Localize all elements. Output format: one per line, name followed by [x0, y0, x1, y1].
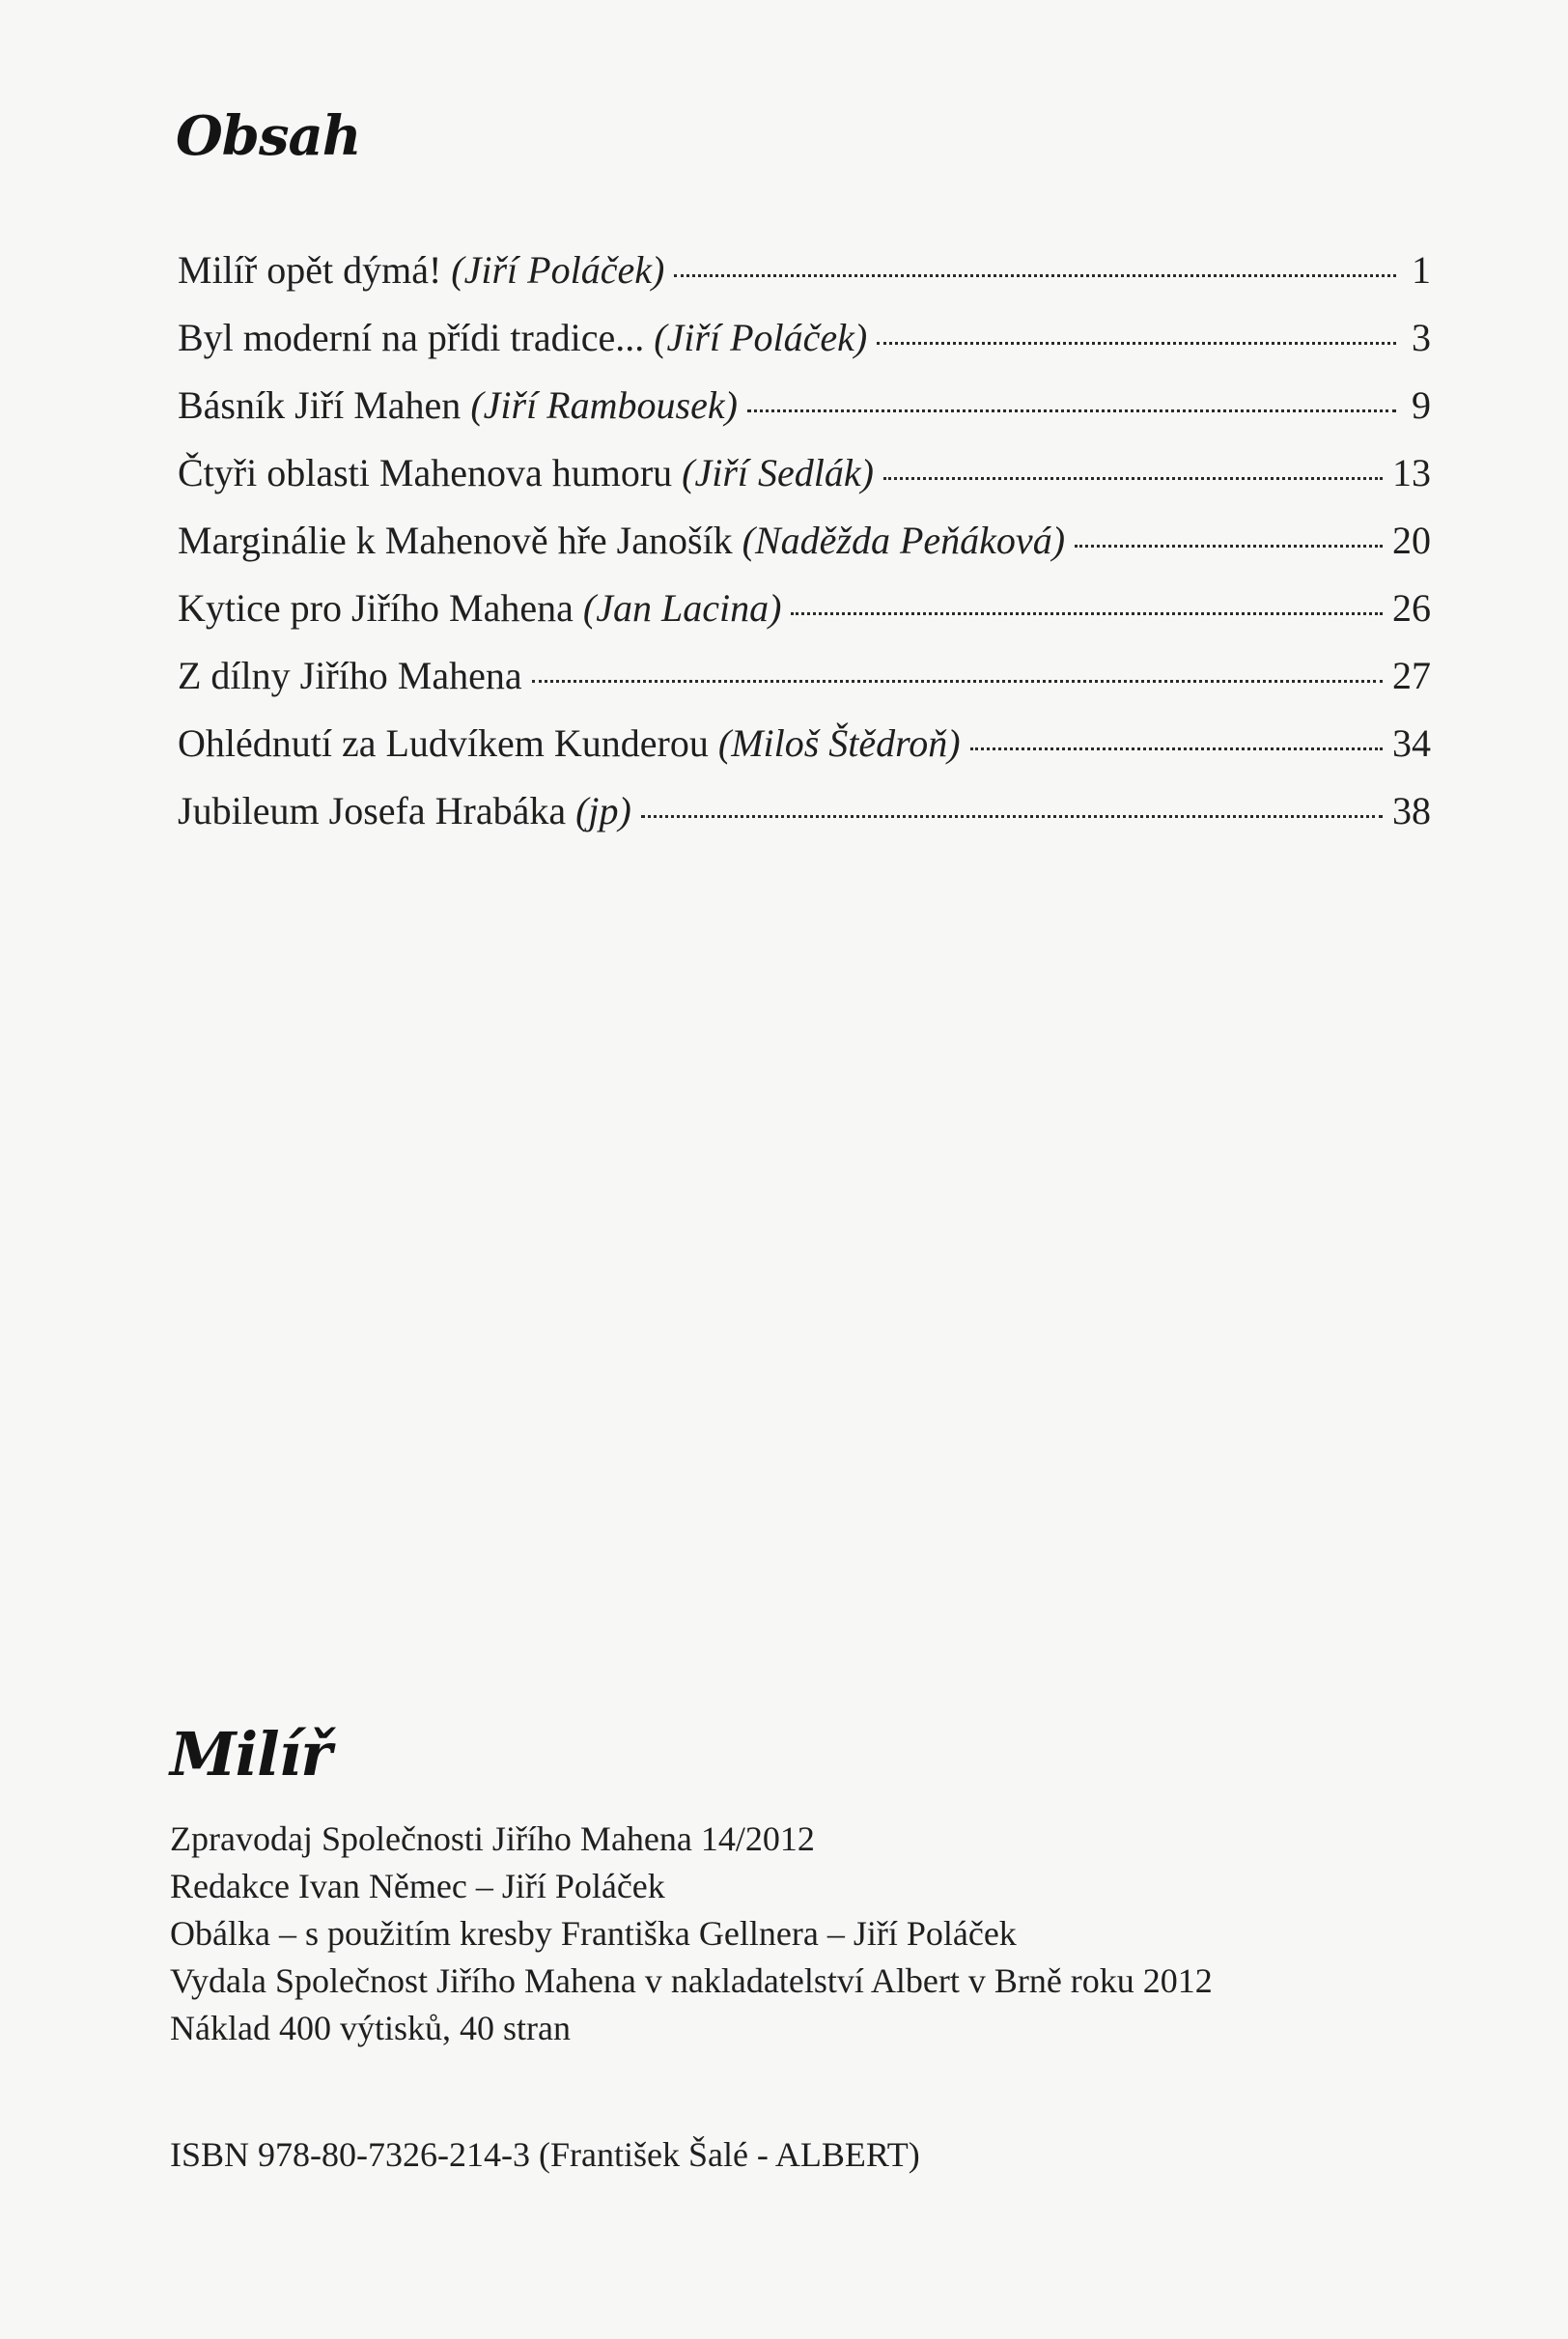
toc-entry-page: 26: [1392, 586, 1431, 630]
toc-entry-author: (Jan Lacina): [582, 586, 782, 630]
toc-entry-page: 34: [1392, 721, 1431, 765]
magazine-title: Milíř: [170, 1719, 331, 1789]
toc-entry-title: Milíř opět dýmá!: [178, 248, 442, 292]
toc-leader-dots: [970, 747, 1383, 750]
toc-entry-text: [178, 382, 738, 428]
toc-leader-dots: [532, 680, 1383, 683]
toc-entry-text: [178, 518, 1065, 563]
toc-entry-author: (jp): [575, 789, 631, 832]
toc-leader-dots: [1075, 545, 1383, 548]
toc-entry-page: 3: [1412, 316, 1431, 359]
isbn-line: ISBN 978-80-7326-214-3 (František Šalé - ALBERT): [170, 2135, 920, 2174]
toc-entry-page: 38: [1392, 789, 1431, 832]
toc-entry: [178, 247, 1431, 315]
toc-entry: [178, 720, 1431, 788]
toc-leader-dots: [791, 612, 1383, 615]
toc-entry-title: Ohlédnutí za Ludvíkem Kunderou: [178, 721, 709, 765]
toc-entry: [178, 653, 1431, 720]
toc-entry-text: [178, 788, 631, 833]
toc-entry-title: Kytice pro Jiřího Mahena: [178, 586, 574, 630]
toc-leader-dots: [747, 409, 1396, 412]
toc-leader-dots: [883, 477, 1383, 480]
colophon: [170, 1816, 1425, 2052]
toc-entry: [178, 315, 1431, 382]
toc-entry-page: 9: [1412, 383, 1431, 427]
toc-entry-author: (Jiří Sedlák): [682, 451, 874, 494]
toc-entry-author: (Naděžda Peňáková): [742, 519, 1066, 562]
colophon-line: Vydala Společnost Jiřího Mahena v nakladatelství Albert v Brně roku 2012: [170, 1961, 1213, 2000]
toc-entry: [178, 450, 1431, 518]
toc-entry-page: 13: [1392, 451, 1431, 494]
toc-entry-text: [178, 720, 961, 766]
toc-entry-title: Čtyři oblasti Mahenova humoru: [178, 451, 673, 494]
toc-entry-author: (Jiří Poláček): [451, 248, 665, 292]
toc-entry-text: [178, 450, 874, 495]
toc-heading: Obsah: [176, 104, 361, 168]
toc-leader-dots: [674, 274, 1396, 277]
toc-entry-page: 27: [1392, 654, 1431, 697]
toc-entry-title: Básník Jiří Mahen: [178, 383, 462, 427]
toc-entry-text: [178, 247, 664, 293]
toc-entry: [178, 585, 1431, 653]
colophon-line: Zpravodaj Společnosti Jiřího Mahena 14/2012: [170, 1819, 815, 1858]
toc-entry-title: Z dílny Jiřího Mahena: [178, 654, 522, 697]
toc-entry-author: (Jiří Rambousek): [470, 383, 738, 427]
toc-entry: [178, 518, 1431, 585]
toc-leader-dots: [877, 342, 1396, 345]
toc-entry-author: (Jiří Poláček): [654, 316, 868, 359]
colophon-line: Náklad 400 výtisků, 40 stran: [170, 2009, 571, 2047]
toc-entry-title: Byl moderní na přídi tradice...: [178, 316, 645, 359]
toc-entry: [178, 788, 1431, 856]
toc-entry: [178, 382, 1431, 450]
colophon-line: Redakce Ivan Němec – Jiří Poláček: [170, 1867, 665, 1905]
toc-entry-page: 1: [1412, 248, 1431, 292]
toc-entry-page: 20: [1392, 519, 1431, 562]
toc-entry-title: Marginálie k Mahenově hře Janošík: [178, 519, 733, 562]
toc-entry-title: Jubileum Josefa Hrabáka: [178, 789, 567, 832]
colophon-line: Obálka – s použitím kresby Františka Gellnera – Jiří Poláček: [170, 1914, 1017, 1953]
toc-entry-text: [178, 315, 867, 360]
toc-entry-author: (Miloš Štědroň): [717, 721, 961, 765]
toc-entry-text: [178, 585, 781, 631]
toc-entry-text: [178, 653, 522, 698]
toc-leader-dots: [641, 815, 1383, 818]
table-of-contents: [178, 247, 1431, 856]
